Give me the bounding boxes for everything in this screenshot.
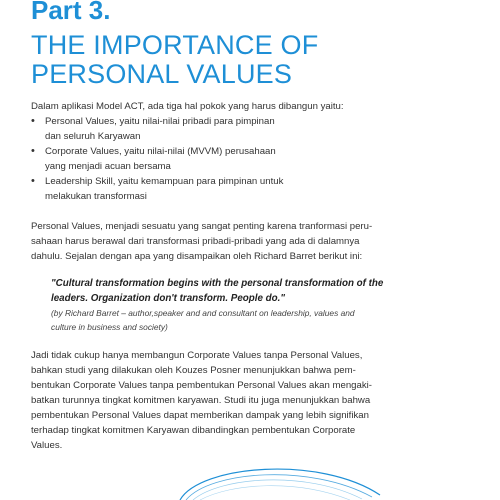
paragraph-line: Values. [31, 440, 63, 451]
quote-line: leaders. Organization don't transform. People do." [51, 293, 285, 304]
paragraph-line: bahkan studi yang dilakukan oleh Kouzes Posner menunjukkan bahwa pem- [31, 365, 356, 376]
paragraph-line: sahaan harus berawal dari transformasi pribadi-pribadi yang ada di dalamnya [31, 236, 360, 247]
quote-block [51, 276, 451, 306]
paragraph-line: dahulu. Sejalan dengan apa yang disampaikan oleh Richard Barret berikut ini: [31, 251, 363, 262]
bullet-line: yang menjadi acuan bersama [45, 161, 171, 172]
page-title [31, 31, 318, 89]
paragraph-line: pembentukan Personal Values dapat memberikan dampak yang lebih signifikan [31, 410, 369, 421]
decorative-curves-graphic [0, 455, 500, 500]
bullet-line: melakukan transformasi [45, 191, 147, 202]
bullet-item-leadership-skill [31, 174, 451, 204]
paragraph-line: terhadap tingkat komitmen Karyawan dibandingkan pembentukan Corporate [31, 425, 356, 436]
bullet-line: • Personal Values, yaitu nilai-nilai pribadi para pimpinan [45, 116, 275, 127]
quote-attribution [51, 306, 451, 334]
quote-line: "Cultural transformation begins with the personal transformation of the [51, 278, 384, 289]
paragraph-line: bentukan Corporate Values tanpa pembentukan Personal Values akan mengaki- [31, 380, 372, 391]
bullet-item-corporate-values [31, 144, 451, 174]
attribution-line: (by Richard Barret – author,speaker and and consultant on leadership, values and [51, 308, 355, 318]
paragraph-line: batkan turunnya tingkat komitmen karyawan. Studi itu juga menunjukkan bahwa [31, 395, 371, 406]
part-heading: Part 3. [31, 0, 111, 25]
page-title-line-1: THE IMPORTANCE OF [31, 30, 319, 60]
intro-text: Dalam aplikasi Model ACT, ada tiga hal pokok yang harus dibangun yaitu: [31, 101, 344, 112]
paragraph-2 [31, 348, 471, 453]
paragraph-line: Jadi tidak cukup hanya membangun Corporate Values tanpa Personal Values, [31, 350, 363, 361]
bullet-line: • Corporate Values, yaitu nilai-nilai (MVVM) perusahaan [45, 146, 276, 157]
paragraph-1 [31, 219, 471, 264]
attribution-line: culture in business and society) [51, 322, 168, 332]
bullet-list [31, 114, 451, 204]
bullet-line: • Leadership Skill, yaitu kemampuan para pimpinan untuk [45, 176, 284, 187]
paragraph-line: Personal Values, menjadi sesuatu yang sangat penting karena tranformasi peru- [31, 221, 373, 232]
page-title-line-2: PERSONAL VALUES [31, 59, 293, 89]
bullet-item-personal-values [31, 114, 451, 144]
bullet-line: dan seluruh Karyawan [45, 131, 141, 142]
